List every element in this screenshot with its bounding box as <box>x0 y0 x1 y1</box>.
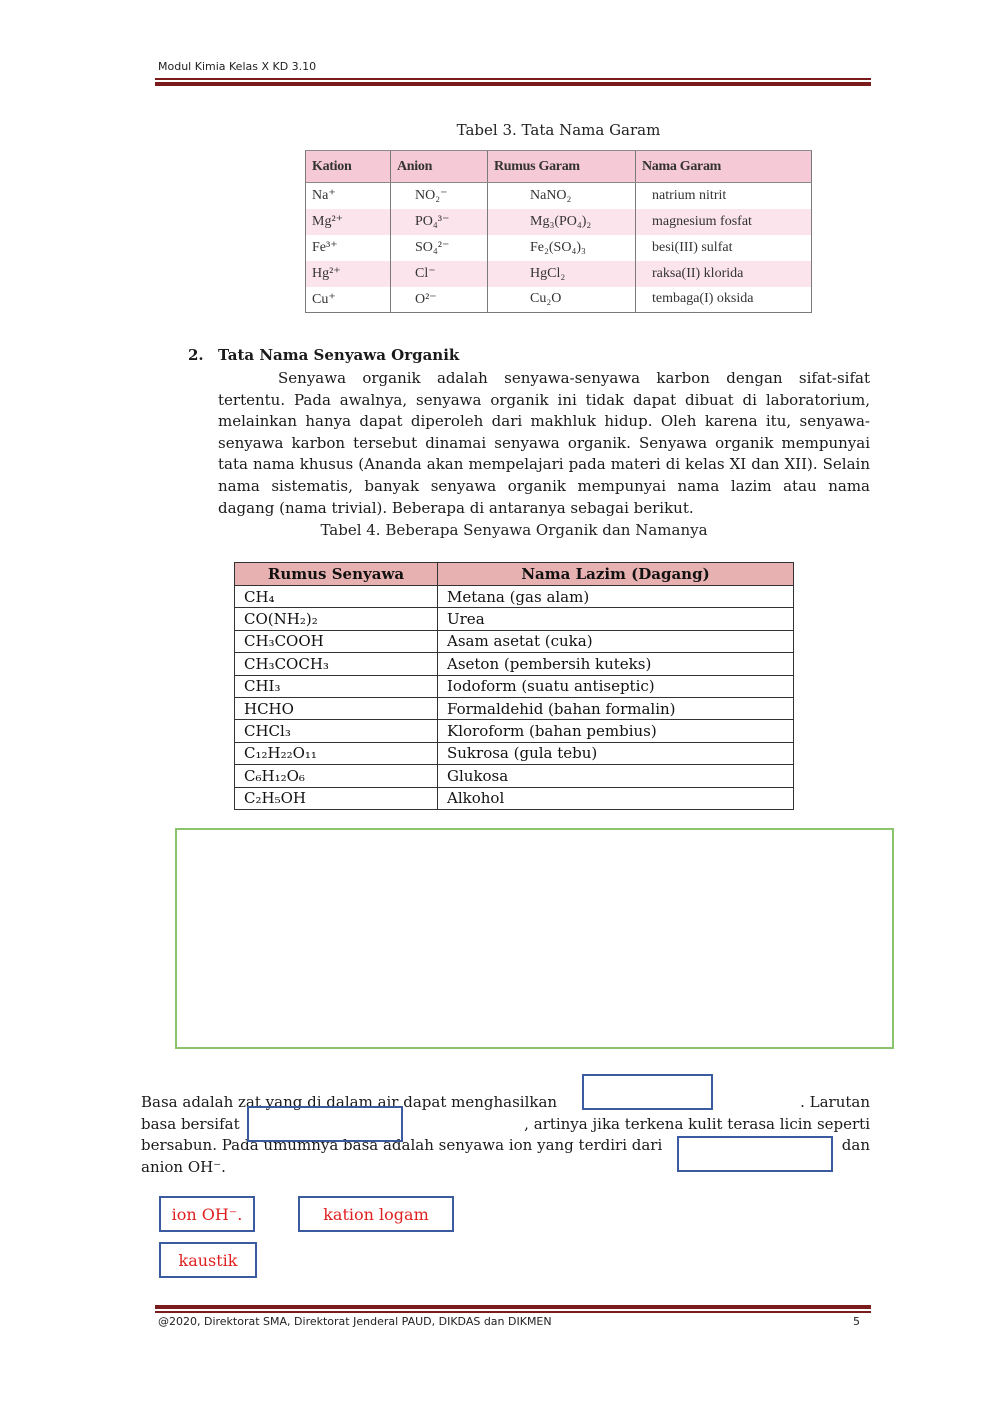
answer-chip-ion-oh[interactable]: ion OH⁻. <box>159 1196 255 1232</box>
basa-line1-end: . Larutan <box>800 1093 870 1111</box>
anion-cell: O²⁻ <box>391 287 488 313</box>
table-row <box>235 653 794 675</box>
header-rule <box>155 78 871 86</box>
nama-garam-cell: raksa(II) klorida <box>636 261 812 287</box>
table3-caption: Tabel 3. Tata Nama Garam <box>456 121 661 139</box>
table-row <box>306 261 812 287</box>
name-cell: Glukosa <box>438 765 794 787</box>
nama-garam-cell: magnesium fosfat <box>636 209 812 235</box>
table3-header-nama-garam: Nama Garam <box>636 151 812 183</box>
drop-box-3[interactable] <box>677 1136 833 1172</box>
anion-cell: NO₂⁻ <box>391 183 488 209</box>
formula-cell: C₂H₅OH <box>235 787 438 809</box>
basa-line2-start: basa bersifat <box>141 1114 240 1133</box>
basa-line1-start: Basa adalah zat yang di dalam air dapat menghasilkan <box>141 1093 558 1111</box>
name-cell: Formaldehid (bahan formalin) <box>438 697 794 719</box>
answer-chip-kaustik[interactable]: kaustik <box>159 1242 257 1278</box>
section-heading <box>188 346 459 364</box>
table-row <box>235 720 794 742</box>
rumus-garam-cell: Cu₂O <box>488 287 636 313</box>
section-title: Tata Nama Senyawa Organik <box>218 346 460 364</box>
kation-cell: Mg²⁺ <box>306 209 391 235</box>
footer-rule <box>155 1305 871 1313</box>
table3-header-kation: Kation <box>306 151 391 183</box>
section-paragraph: Senyawa organik adalah senyawa-senyawa karbon dengan sifat-sifat tertentu. Pada awalnya, senyawa organik ini tidak dapat dibuat di laboratorium, melainkan hanya dapat diperoleh dari makhluk hidup. Oleh karena itu, senyawa-senyawa karbon tersebut dinamai senyawa organik. Senyawa organik mempunyai tata nama khusus (Ananda akan mempelajari pada materi di kelas XI dan XII). Selain nama sistematis, banyak senyawa organik mempunyai nama lazim atau nama dagang (nama trivial). Beberapa di antaranya sebagai berikut. <box>218 369 870 517</box>
organic-compounds-table <box>234 562 794 810</box>
module-header-title: Modul Kimia Kelas X KD 3.10 <box>158 60 317 73</box>
formula-cell: CH₃COOH <box>235 630 438 652</box>
anion-cell: SO₄²⁻ <box>391 235 488 261</box>
page-number: 5 <box>853 1315 860 1328</box>
name-cell: Asam asetat (cuka) <box>438 630 794 652</box>
formula-cell: CHI₃ <box>235 675 438 697</box>
table-row <box>235 765 794 787</box>
basa-line3-start: bersabun. Pada umumnya basa adalah senyawa ion yang terdiri dari <box>141 1136 663 1154</box>
table-row <box>235 675 794 697</box>
nama-garam-cell: natrium nitrit <box>636 183 812 209</box>
basa-line4: anion OH⁻. <box>141 1157 226 1176</box>
name-cell: Iodoform (suatu antiseptic) <box>438 675 794 697</box>
answer-chip-kation-logam[interactable]: kation logam <box>298 1196 454 1232</box>
formula-cell: CH₄ <box>235 586 438 608</box>
table3-header-rumus-garam: Rumus Garam <box>488 151 636 183</box>
table3-header-anion: Anion <box>391 151 488 183</box>
rumus-garam-cell: Fe₂(SO₄)₃ <box>488 235 636 261</box>
table-row <box>306 235 812 261</box>
answer-area-box <box>175 828 894 1049</box>
kation-cell: Na⁺ <box>312 188 336 204</box>
formula-cell: C₆H₁₂O₆ <box>235 765 438 787</box>
nama-garam-cell: tembaga(I) oksida <box>636 287 812 313</box>
table4-header-nama: Nama Lazim (Dagang) <box>438 563 794 586</box>
formula-cell: CHCl₃ <box>235 720 438 742</box>
rumus-garam-cell: Mg₃(PO₄)₂ <box>488 209 636 235</box>
table-row <box>306 287 812 313</box>
kation-cell: Hg²⁺ <box>306 261 391 287</box>
basa-line2-end: , artinya jika terkena kulit terasa licin seperti <box>524 1114 870 1133</box>
name-cell: Urea <box>438 608 794 630</box>
section-number: 2. <box>188 346 204 364</box>
anion-cell: Cl⁻ <box>391 261 488 287</box>
drop-box-2[interactable] <box>247 1106 403 1142</box>
rumus-garam-cell: NaNO₂ <box>488 183 636 209</box>
name-cell: Alkohol <box>438 787 794 809</box>
name-cell: Sukrosa (gula tebu) <box>438 742 794 764</box>
table-row <box>235 608 794 630</box>
name-cell: Kloroform (bahan pembius) <box>438 720 794 742</box>
table-row <box>235 586 794 608</box>
table4-header-rumus: Rumus Senyawa <box>235 563 438 586</box>
formula-cell: CO(NH₂)₂ <box>235 608 438 630</box>
rumus-garam-cell: HgCl₂ <box>488 261 636 287</box>
nama-garam-cell: besi(III) sulfat <box>636 235 812 261</box>
drop-box-1[interactable] <box>582 1074 713 1110</box>
table4-caption: Tabel 4. Beberapa Senyawa Organik dan Namanya <box>320 521 708 539</box>
formula-cell: CH₃COCH₃ <box>235 653 438 675</box>
table-row <box>306 183 812 209</box>
name-cell: Metana (gas alam) <box>438 586 794 608</box>
kation-cell: Cu⁺ <box>312 291 336 307</box>
table-row <box>235 787 794 809</box>
kation-cell: Fe³⁺ <box>312 240 338 255</box>
formula-cell: HCHO <box>235 697 438 719</box>
table-row <box>306 209 812 235</box>
formula-cell: C₁₂H₂₂O₁₁ <box>235 742 438 764</box>
basa-line3-end: dan <box>841 1136 870 1154</box>
table-row <box>235 742 794 764</box>
table-row <box>235 697 794 719</box>
table-row <box>235 630 794 652</box>
anion-cell: PO₄³⁻ <box>391 209 488 235</box>
salt-naming-table <box>305 150 812 313</box>
footer-copyright: @2020, Direktorat SMA, Direktorat Jenderal PAUD, DIKDAS dan DIKMEN <box>158 1315 552 1328</box>
name-cell: Aseton (pembersih kuteks) <box>438 653 794 675</box>
